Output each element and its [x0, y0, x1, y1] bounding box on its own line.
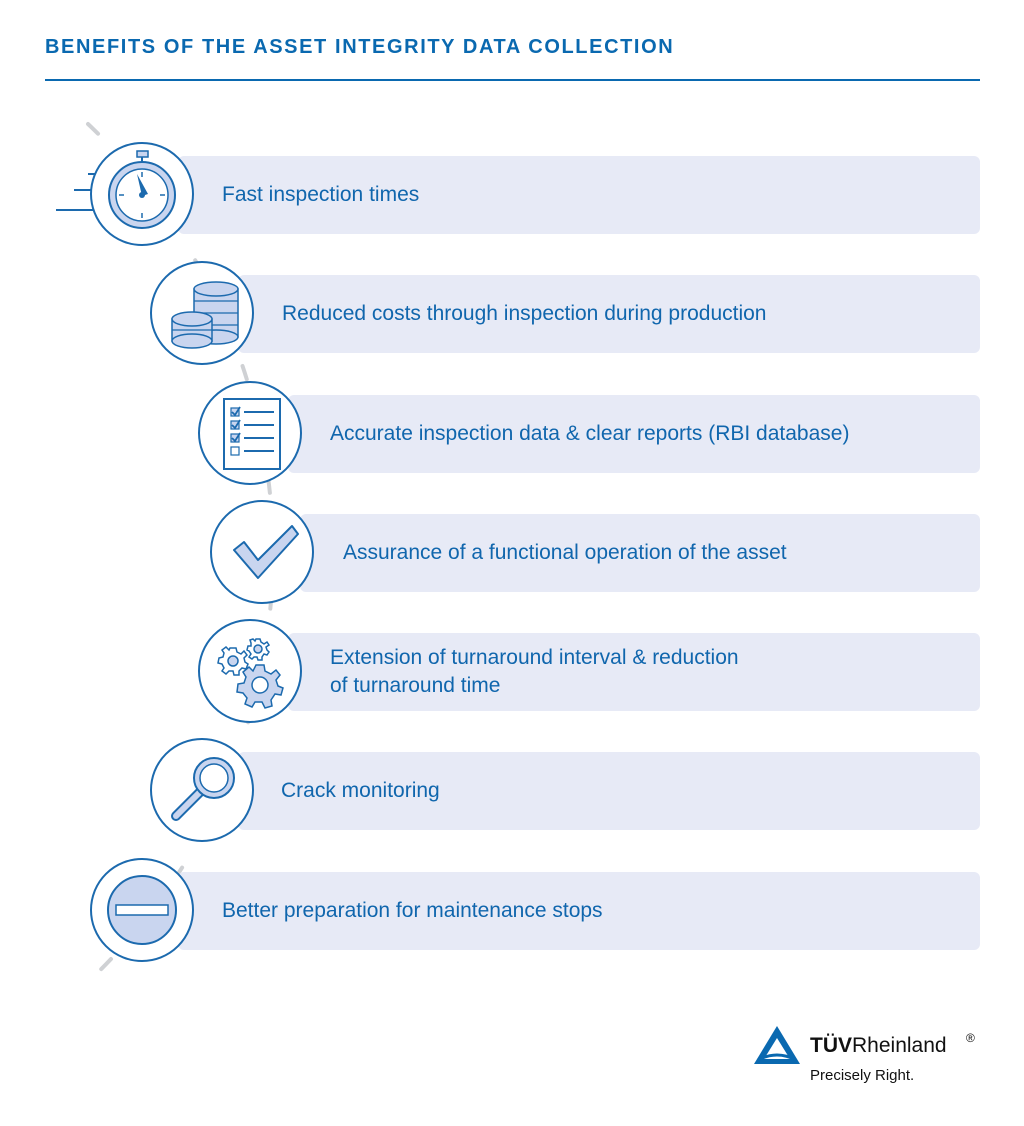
benefit-bar	[178, 872, 980, 950]
gears-icon	[200, 621, 300, 721]
logo-brand-bold: TÜV	[810, 1034, 852, 1057]
benefit-label: Assurance of a functional operation of the asset	[343, 541, 787, 564]
benefit-icon-circle	[150, 738, 254, 842]
checklist-icon	[200, 383, 300, 483]
benefit-icon-circle	[210, 500, 314, 604]
benefit-label: Crack monitoring	[281, 779, 440, 802]
benefit-bar	[288, 395, 980, 473]
logo-wordmark	[810, 1034, 947, 1058]
benefit-label: Better preparation for maintenance stops	[222, 899, 603, 922]
benefit-label-line1: Extension of turnaround interval & reduction	[330, 646, 739, 669]
coins-icon	[152, 263, 252, 363]
page-title: BENEFITS OF THE ASSET INTEGRITY DATA COLLECTION	[45, 36, 675, 58]
no-entry-icon	[92, 860, 192, 960]
triangle-logo-icon	[752, 1024, 802, 1068]
benefit-icon-circle	[198, 381, 302, 485]
logo-brand-rest: Rheinland	[852, 1034, 947, 1057]
logo-registered-mark: ®	[966, 1031, 975, 1045]
stopwatch-icon	[92, 144, 192, 244]
magnifier-icon	[152, 740, 252, 840]
benefit-label: Accurate inspection data & clear reports (RBI database)	[330, 422, 850, 445]
benefit-bar	[238, 275, 980, 353]
benefit-label: Reduced costs through inspection during production	[282, 302, 767, 325]
benefit-icon-circle	[90, 142, 194, 246]
benefit-icon-circle	[150, 261, 254, 365]
benefit-bar	[238, 752, 980, 830]
benefit-bar	[178, 156, 980, 234]
benefit-icon-circle	[198, 619, 302, 723]
brand-logo	[752, 1022, 992, 1092]
benefit-label-line2: of turnaround time	[330, 674, 501, 697]
checkmark-icon	[212, 502, 312, 602]
benefit-bar	[300, 514, 980, 592]
logo-tagline: Precisely Right.	[810, 1067, 915, 1084]
benefit-label: Fast inspection times	[222, 183, 420, 206]
benefit-bar	[288, 633, 980, 711]
benefit-icon-circle	[90, 858, 194, 962]
